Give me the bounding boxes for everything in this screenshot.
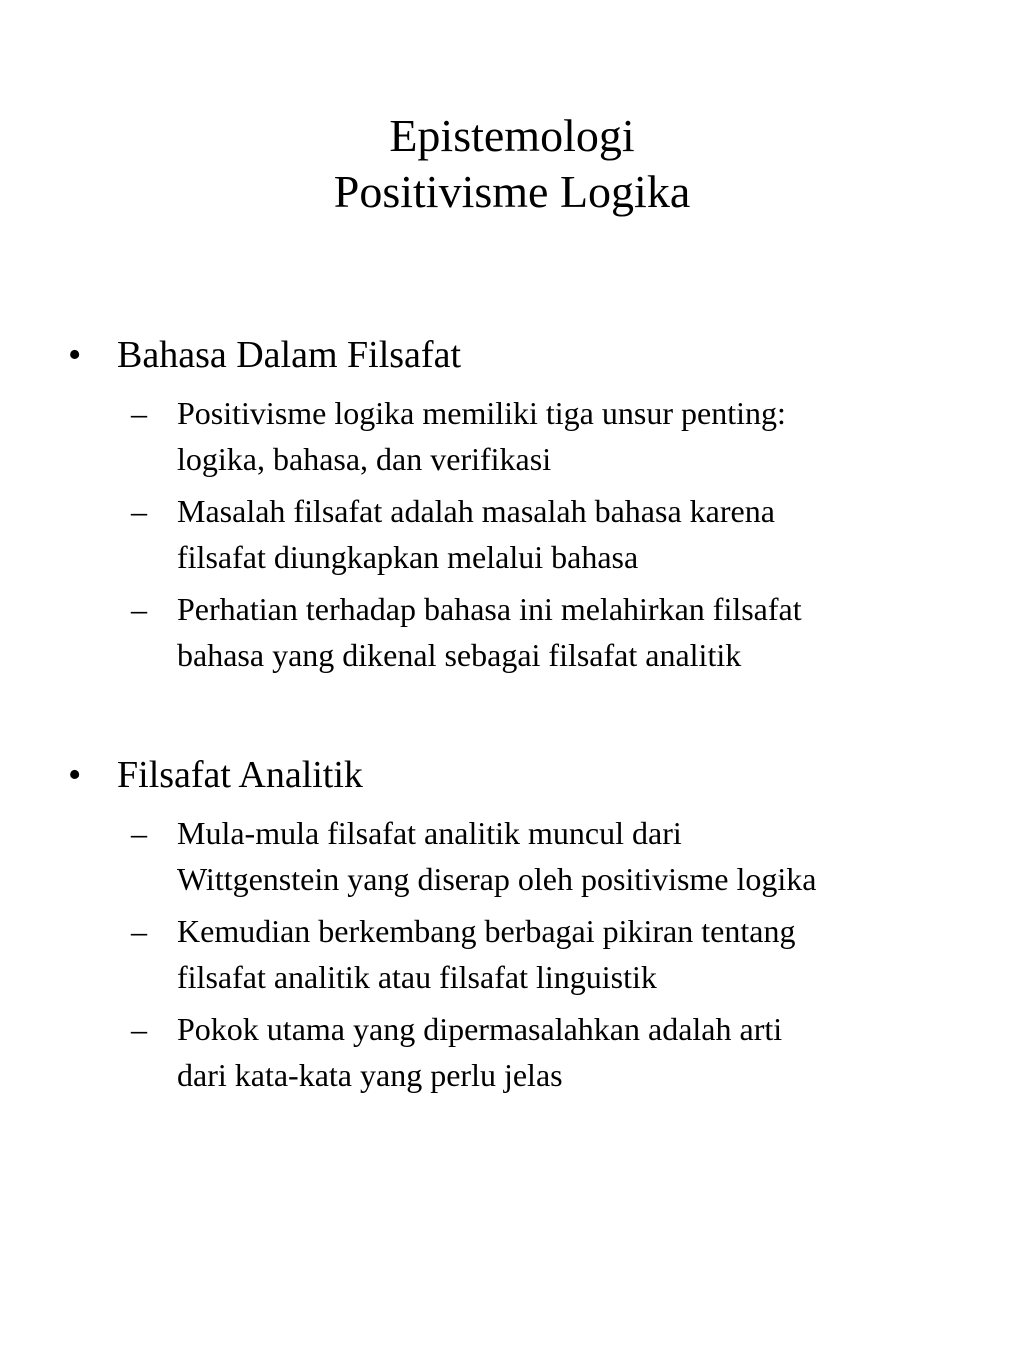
slide-title xyxy=(0,108,1024,220)
section-filsafat-analitik xyxy=(0,750,1024,1104)
dash-icon: – xyxy=(131,493,147,529)
sub-item-line: bahasa yang dikenal sebagai filsafat analitik xyxy=(177,637,742,673)
sub-item-line: Mula-mula filsafat analitik muncul dari xyxy=(177,815,682,851)
sub-item xyxy=(0,810,1024,902)
sub-item-text xyxy=(177,488,957,580)
sub-item-line: filsafat diungkapkan melalui bahasa xyxy=(177,539,639,575)
sub-item xyxy=(0,488,1024,580)
sub-item-line: Pokok utama yang dipermasalahkan adalah arti xyxy=(177,1011,783,1047)
sub-item-text xyxy=(177,908,957,1000)
sub-item-line: Perhatian terhadap bahasa ini melahirkan filsafat xyxy=(177,591,802,627)
sub-item-line: Kemudian berkembang berbagai pikiran tentang xyxy=(177,913,796,949)
sub-item xyxy=(0,908,1024,1000)
sub-item-line: Wittgenstein yang diserap oleh positivisme logika xyxy=(177,861,817,897)
sub-item-text xyxy=(177,810,957,902)
dash-icon: – xyxy=(131,913,147,949)
sub-item-text xyxy=(177,390,957,482)
bullet-icon: • xyxy=(68,334,82,376)
dash-icon: – xyxy=(131,591,147,627)
dash-icon: – xyxy=(131,815,147,851)
sub-item-line: Positivisme logika memiliki tiga unsur penting: xyxy=(177,395,786,431)
dash-icon: – xyxy=(131,1011,147,1047)
bullet-heading xyxy=(0,750,1024,800)
sub-item xyxy=(0,1006,1024,1098)
sub-item-line: logika, bahasa, dan verifikasi xyxy=(177,441,552,477)
bullet-icon: • xyxy=(68,754,82,796)
sub-item-line: filsafat analitik atau filsafat linguistik xyxy=(177,959,657,995)
bullet-heading-text: Filsafat Analitik xyxy=(117,754,363,796)
section-bahasa-dalam-filsafat xyxy=(0,330,1024,684)
bullet-heading xyxy=(0,330,1024,380)
sub-list xyxy=(0,390,1024,678)
sub-item-line: dari kata-kata yang perlu jelas xyxy=(177,1057,563,1093)
sub-item-line: Masalah filsafat adalah masalah bahasa karena xyxy=(177,493,775,529)
sub-item-text xyxy=(177,1006,957,1098)
sub-item-text xyxy=(177,586,957,678)
title-line-2: Positivisme Logika xyxy=(333,166,691,217)
sub-item xyxy=(0,390,1024,482)
sub-list xyxy=(0,810,1024,1098)
title-line-1: Epistemologi xyxy=(389,110,635,161)
bullet-heading-text: Bahasa Dalam Filsafat xyxy=(117,334,462,376)
dash-icon: – xyxy=(131,395,147,431)
sub-item xyxy=(0,586,1024,678)
